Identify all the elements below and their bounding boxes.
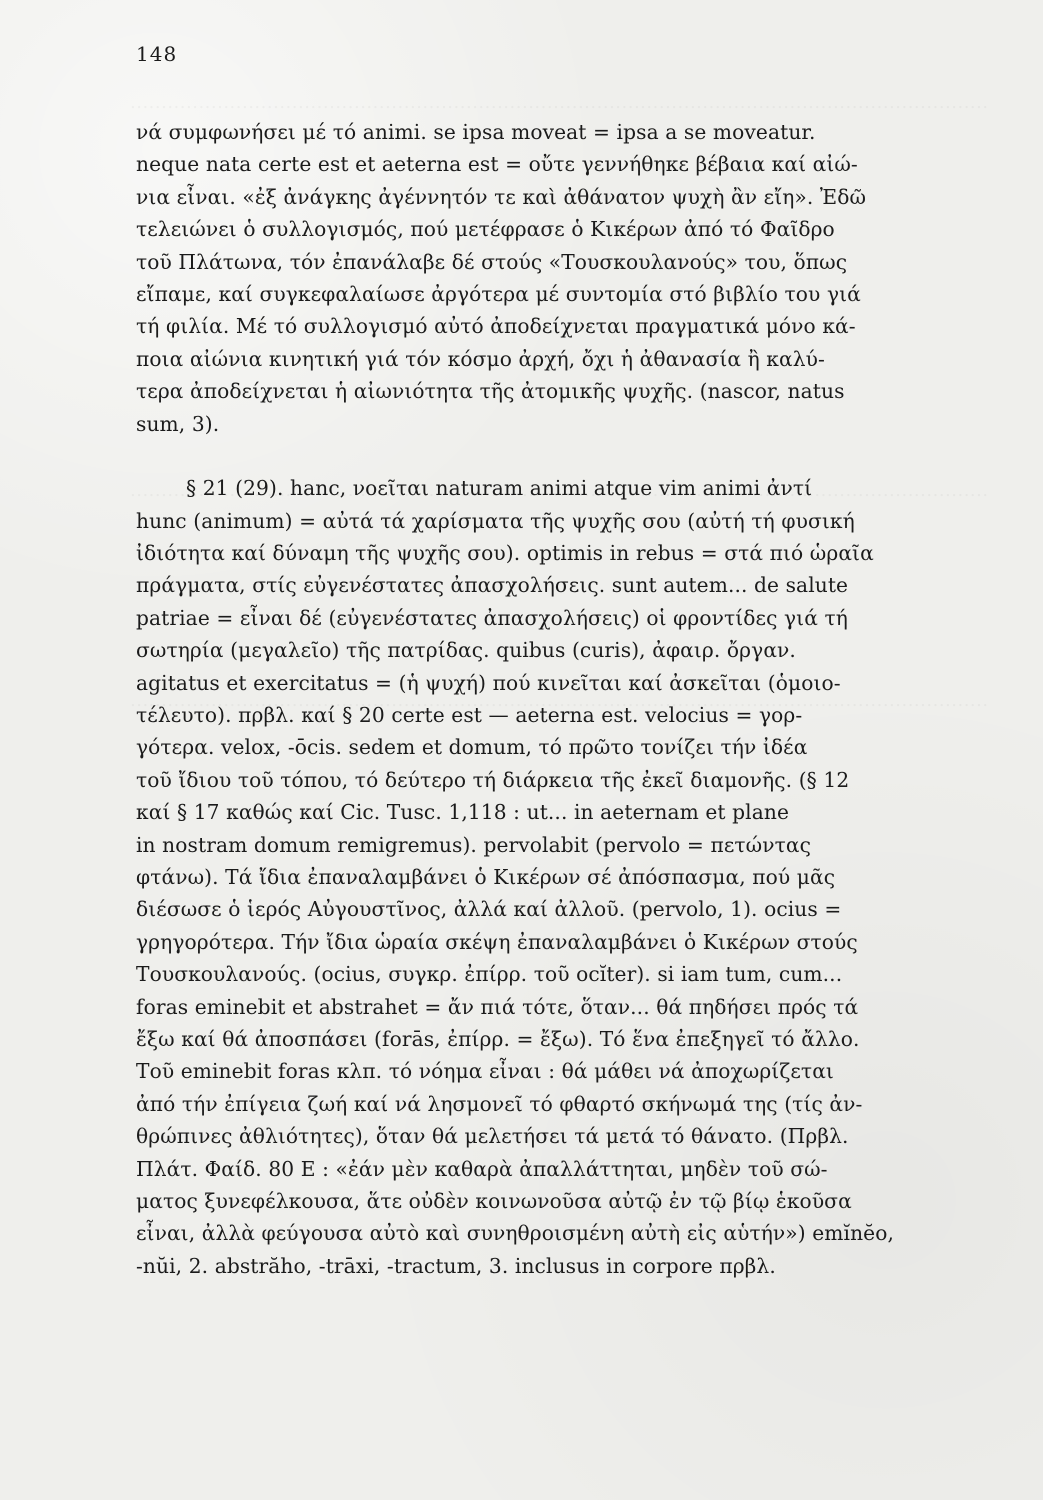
text-line: τερα ἀποδείχνεται ἡ αἰωνιότητα τῆς ἀτομικῆς ψυχῆς. (nascor, natus: [136, 379, 845, 404]
text-line: νά συμφωνήσει μέ τό animi. se ipsa moveat = ipsa a se moveatur.: [136, 120, 816, 144]
paragraph-2: [136, 472, 998, 1282]
bleed-through-text: [130, 92, 988, 113]
text-line: ἔξω καί θά ἀποσπάσει (forās, ἐπίρρ. = ἔξω). Τό ἕνα ἐπεξηγεῖ τό ἄλλο.: [136, 1026, 860, 1051]
text-line: τοῦ Πλάτωνα, τόν ἐπανάλαβε δέ στούς «Τουσκουλανούς» του, ὅπως: [136, 249, 848, 274]
text-line: ἰδιότητα καί δύναμη τῆς ψυχῆς σου). optimis in rebus = στά πιό ὡραῖα: [136, 541, 874, 566]
text-line: ποια αἰώνια κινητική γιά τόν κόσμο ἀρχή, ὄχι ἡ ἀθανασία ἢ καλύ-: [136, 346, 825, 371]
text-line: Τοῦ eminebit foras κλπ. τό νόημα εἶναι : θά μάθει νά ἀποχωρίζεται: [136, 1059, 834, 1084]
page-number: 148: [136, 42, 178, 66]
text-line: τέλευτο). πρβλ. καί § 20 certe est — aeterna est. velocius = γορ-: [136, 703, 803, 728]
text-line: φτάνω). Τά ἴδια ἐπαναλαμβάνει ὁ Κικέρων σέ ἀπόσπασμα, πού μᾶς: [136, 864, 836, 889]
text-line: sum, 3).: [136, 411, 220, 436]
text-line: patriae = εἶναι δέ (εὐγενέστατες ἀπασχολήσεις) οἱ φροντίδες γιά τή: [136, 605, 848, 630]
commentary-text: [136, 116, 998, 1282]
text-line: τοῦ ἴδιου τοῦ τόπου, τό δεύτερο τή διάρκεια τῆς ἐκεῖ διαμονῆς. (§ 12: [136, 767, 850, 792]
text-line: hunc (animum) = αὐτά τά χαρίσματα τῆς ψυχῆς σου (αὐτή τή φυσική: [136, 508, 855, 533]
text-line: νια εἶναι. «ἐξ ἀνάγκης ἀγέννητόν τε καὶ ἀθάνατον ψυχὴ ἂν εἴη». Ἐδῶ: [136, 184, 867, 209]
text-line: -nŭi, 2. abstrăho, -trāxi, -tractum, 3. inclusus in corpore πρβλ.: [136, 1253, 776, 1278]
text-line: τελειώνει ὁ συλλογισμός, πού μετέφρασε ὁ Κικέρων ἀπό τό Φαῖδρο: [136, 217, 835, 242]
text-line: γότερα. velox, -ōcis. sedem et domum, τό πρῶτο τονίζει τήν ἰδέα: [136, 735, 808, 760]
text-line: Τουσκουλανούς. (ocius, συγκρ. ἐπίρρ. τοῦ ocĭter). si iam tum, cum...: [136, 962, 843, 987]
text-line: θρώπινες ἀθλιότητες), ὅταν θά μελετήσει τά μετά τό θάνατο. (Πρβλ.: [136, 1124, 849, 1149]
text-line: foras eminebit et abstrahet = ἄν πιά τότε, ὅταν... θά πηδήσει πρός τά: [136, 994, 859, 1019]
text-line: εἶναι, ἀλλὰ φεύγουσα αὐτὸ καὶ συνηθροισμένη αὐτὴ εἰς αὑτήν») emĭnĕo,: [136, 1221, 894, 1246]
text-line: πράγματα, στίς εὐγενέστατες ἀπασχολήσεις. sunt autem... de salute: [136, 573, 849, 598]
text-line: ματος ξυνεφέλκουσα, ἅτε οὐδὲν κοινωνοῦσα αὐτῷ ἐν τῷ βίῳ ἑκοῦσα: [136, 1188, 852, 1213]
text-line: γρηγορότερα. Τήν ἴδια ὡραία σκέψη ἐπαναλαμβάνει ὁ Κικέρων στούς: [136, 929, 858, 954]
text-line: in nostram domum remigremus). pervolabit (pervolo = πετώντας: [136, 832, 811, 857]
text-line: σωτηρία (μεγαλεῖο) τῆς πατρίδας. quibus (curis), ἀφαιρ. ὄργαν.: [136, 638, 796, 663]
section-heading-line: § 21 (29). hanc, νοεῖται naturam animi atque vim animi ἀντί: [186, 476, 813, 501]
paragraph-1: [136, 116, 998, 440]
text-line: εἴπαμε, καί συγκεφαλαίωσε ἀργότερα μέ συντομία στό βιβλίο του γιά: [136, 281, 861, 306]
text-line: agitatus et exercitatus = (ἡ ψυχή) πού κινεῖται καί ἀσκεῖται (ὁμοιο-: [136, 670, 841, 695]
paragraph-gap: [136, 440, 998, 472]
text-line: διέσωσε ὁ ἱερός Αὐγουστῖνος, ἀλλά καί ἀλλοῦ. (pervolo, 1). ocius =: [136, 897, 842, 922]
text-line: τή φιλία. Μέ τό συλλογισμό αὐτό ἀποδείχνεται πραγματικά μόνο κά-: [136, 314, 856, 339]
text-line: neque nata certe est et aeterna est = οὔτε γεννήθηκε βέβαια καί αἰώ-: [136, 152, 858, 177]
text-line: καί § 17 καθώς καί Cic. Tusc. 1,118 : ut... in aeternam et plane: [136, 800, 789, 825]
text-line: ἀπό τήν ἐπίγεια ζωή καί νά λησμονεῖ τό φθαρτό σκήνωμά της (τίς ἀν-: [136, 1091, 863, 1116]
text-line: Πλάτ. Φαίδ. 80 Ε : «ἐάν μὲν καθαρὰ ἀπαλλάττηται, μηδὲν τοῦ σώ-: [136, 1156, 828, 1181]
